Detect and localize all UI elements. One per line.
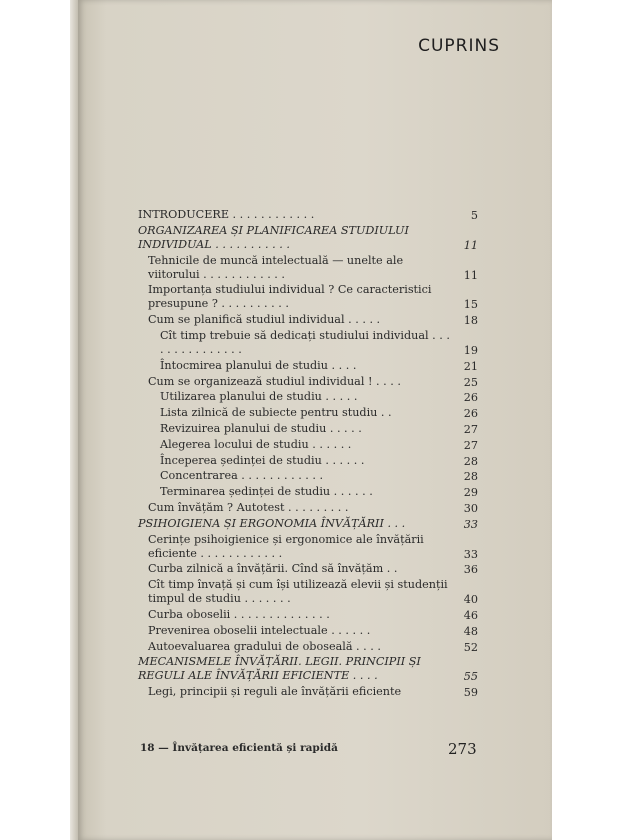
toc-entry[interactable] bbox=[138, 254, 478, 282]
toc-entry-title: Cum se organizează studiul individual ! . . . . bbox=[148, 374, 401, 388]
toc-entry-title: Cît timp învață și cum își utilizează elevii și studenții timpul de studiu . . . . . . . bbox=[148, 578, 448, 606]
toc-entry[interactable] bbox=[138, 501, 478, 515]
toc-entry[interactable] bbox=[138, 578, 478, 606]
toc-entry-title: Cum se planifică studiul individual . . . . . bbox=[148, 313, 381, 327]
toc-entry-title: Cît timp trebuie să dedicați studiului individual . . . . . . . . . . . . . . . bbox=[160, 328, 450, 356]
toc-entry-title: Începerea ședinței de studiu . . . . . . bbox=[160, 453, 365, 467]
toc-entry[interactable] bbox=[138, 406, 478, 420]
toc-entry[interactable] bbox=[138, 533, 478, 561]
toc-entry-page: 19 bbox=[463, 343, 478, 357]
toc-entry[interactable] bbox=[138, 454, 478, 468]
toc-entry-page: 21 bbox=[463, 359, 478, 373]
toc-entry-title: Revizuirea planului de studiu . . . . . bbox=[160, 421, 362, 435]
toc-entry[interactable] bbox=[138, 469, 478, 483]
toc-entry-page: 26 bbox=[463, 391, 478, 405]
toc-entry-page: 40 bbox=[463, 593, 478, 607]
toc-entry[interactable] bbox=[138, 562, 478, 576]
toc-entry-page: 30 bbox=[463, 501, 478, 515]
toc-entry[interactable] bbox=[138, 283, 478, 311]
toc-entry[interactable] bbox=[138, 438, 478, 452]
toc-entry-title: Tehnicile de muncă intelectuală — unelte ale viitorului . . . . . . . . . . . . bbox=[148, 253, 404, 281]
footer-note: 18 — Învățarea eficientă și rapidă bbox=[140, 742, 338, 754]
toc-entry-page: 28 bbox=[463, 470, 478, 484]
toc-entry[interactable] bbox=[138, 517, 478, 531]
toc-entry-page: 59 bbox=[463, 686, 478, 700]
toc-entry-title: Alegerea locului de studiu . . . . . . bbox=[160, 437, 352, 451]
toc-entry-page: 52 bbox=[463, 640, 478, 654]
toc-entry-page: 11 bbox=[463, 238, 478, 252]
toc-entry[interactable] bbox=[138, 375, 478, 389]
toc-entry[interactable] bbox=[138, 485, 478, 499]
toc-entry-title: ORGANIZAREA ȘI PLANIFICAREA STUDIULUI INDIVIDUAL . . . . . . . . . . . bbox=[138, 223, 409, 251]
toc-entry-page: 55 bbox=[463, 670, 478, 684]
toc-entry-page: 33 bbox=[463, 547, 478, 561]
toc-entry[interactable] bbox=[138, 624, 478, 638]
toc-entry-page: 5 bbox=[470, 209, 478, 222]
toc-entry-page: 27 bbox=[463, 438, 478, 452]
toc-entry-title: Prevenirea oboselii intelectuale . . . . . . bbox=[148, 623, 371, 637]
toc-entry-page: 28 bbox=[463, 454, 478, 468]
toc-entry-title: Curba oboselii . . . . . . . . . . . . . . bbox=[148, 607, 330, 621]
toc-entry-title: Întocmirea planului de studiu . . . . bbox=[160, 358, 357, 372]
toc-entry-page: 27 bbox=[463, 422, 478, 436]
toc-entry-title: Concentrarea . . . . . . . . . . . . bbox=[160, 469, 324, 483]
toc-entry-page: 48 bbox=[463, 624, 478, 638]
toc-entry-page: 15 bbox=[463, 298, 478, 312]
toc-entry[interactable] bbox=[138, 208, 478, 222]
toc-entry[interactable] bbox=[138, 655, 478, 683]
toc-entry[interactable] bbox=[138, 640, 478, 654]
toc-entry-title: Cerințe psihoigienice și ergonomice ale învățării eficiente . . . . . . . . . . . . bbox=[148, 532, 424, 560]
toc-entry-title: Importanța studiului individual ? Ce caracteristici presupune ? . . . . . . . . . . bbox=[148, 283, 432, 311]
toc-entry-page: 25 bbox=[463, 375, 478, 389]
toc-entry[interactable] bbox=[138, 685, 478, 699]
page-title: CUPRINS bbox=[418, 36, 500, 56]
toc-entry-page: 26 bbox=[463, 407, 478, 421]
toc-entry-page: 29 bbox=[463, 486, 478, 500]
toc-entry[interactable] bbox=[138, 224, 478, 252]
toc-entry-page: 18 bbox=[463, 314, 478, 328]
toc-entry-title: INTRODUCERE . . . . . . . . . . . . bbox=[138, 208, 315, 221]
toc-entry-title: Autoevaluarea gradului de oboseală . . . . bbox=[148, 639, 381, 653]
toc-entry[interactable] bbox=[138, 313, 478, 327]
toc-entry-title: MECANISMELE ÎNVĂȚĂRII. LEGII. PRINCIPII ȘI REGULI ALE ÎNVĂȚĂRII EFICIENTE . . . . bbox=[138, 655, 421, 683]
toc-entry[interactable] bbox=[138, 390, 478, 404]
toc-entry-page: 36 bbox=[463, 563, 478, 577]
toc-entry-title: Terminarea ședinței de studiu . . . . . . bbox=[160, 485, 373, 499]
table-of-contents bbox=[138, 208, 478, 701]
toc-entry[interactable] bbox=[138, 359, 478, 373]
toc-entry-title: Cum învățăm ? Autotest . . . . . . . . . bbox=[148, 500, 349, 514]
toc-entry-title: Utilizarea planului de studiu . . . . . bbox=[160, 390, 358, 404]
toc-entry[interactable] bbox=[138, 329, 478, 357]
toc-entry-title: PSIHOIGIENA ȘI ERGONOMIA ÎNVĂȚĂRII . . . bbox=[138, 516, 406, 530]
toc-entry-title: Lista zilnică de subiecte pentru studiu . . bbox=[160, 406, 392, 420]
toc-entry[interactable] bbox=[138, 608, 478, 622]
toc-entry-page: 46 bbox=[463, 608, 478, 622]
toc-entry-page: 11 bbox=[463, 268, 478, 282]
toc-entry-page: 33 bbox=[463, 517, 478, 531]
toc-entry-title: Curba zilnică a învățării. Cînd să învățăm . . bbox=[148, 562, 398, 576]
toc-entry[interactable] bbox=[138, 422, 478, 436]
page-number: 273 bbox=[448, 740, 477, 758]
toc-entry-title: Legi, principii și reguli ale învățării eficiente bbox=[148, 685, 402, 699]
